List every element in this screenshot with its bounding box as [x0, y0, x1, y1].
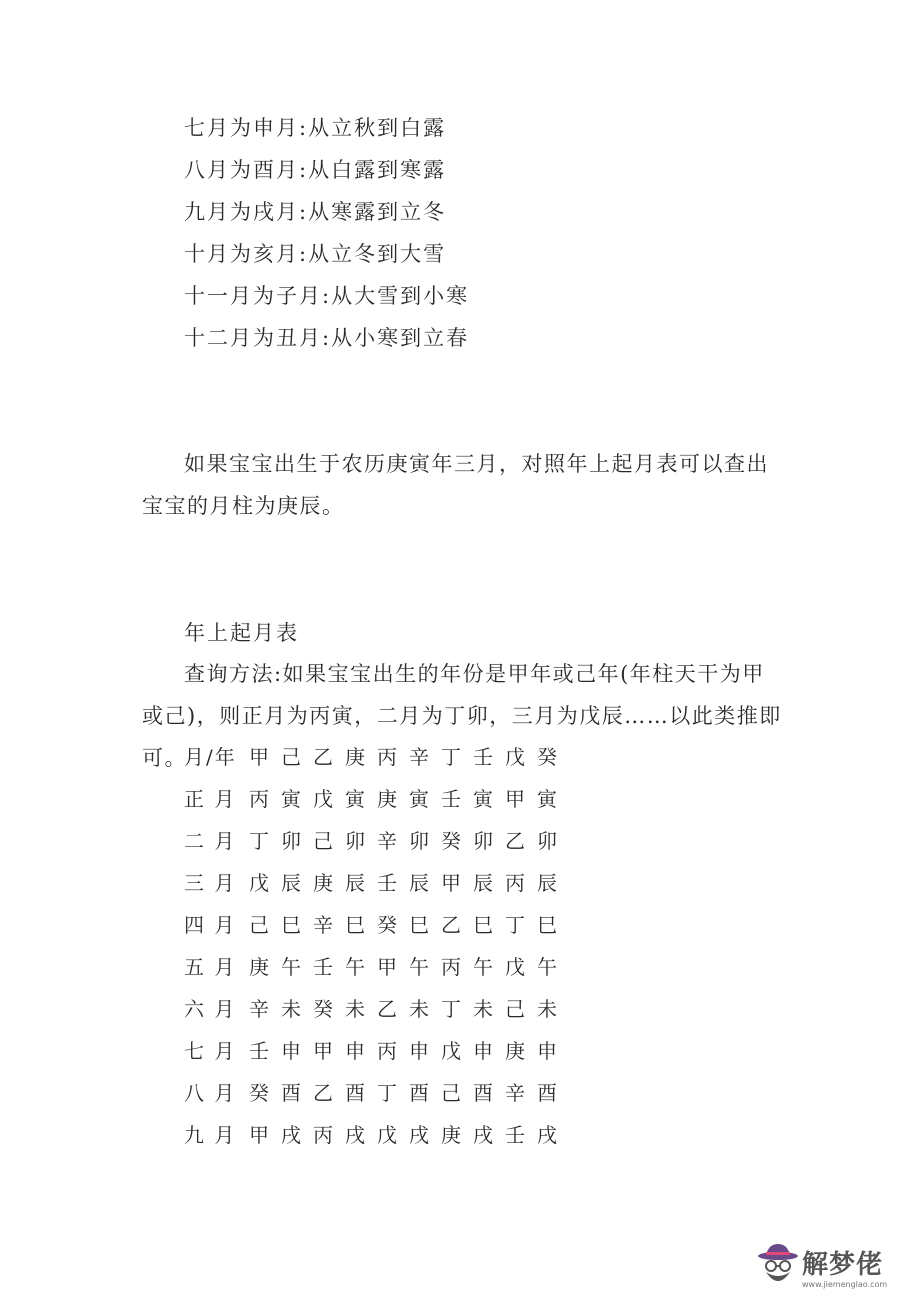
table-cell: 戊 [377, 1123, 397, 1147]
table-cell: 辰 [409, 871, 429, 895]
table-cell: 壬 [249, 1039, 269, 1063]
table-cell: 申 [281, 1039, 301, 1063]
table-cell: 庚 [441, 1123, 461, 1147]
table-cell: 庚 [313, 871, 333, 895]
table-cell: 辛 [313, 913, 333, 937]
table-cell: 申 [345, 1039, 365, 1063]
table-cell: 卯 [281, 829, 301, 853]
table-row-label: 月/年 [184, 745, 237, 769]
table-cell: 卯 [537, 829, 557, 853]
table-cell: 酉 [537, 1081, 557, 1105]
table-row-label: 六 月 [184, 997, 237, 1021]
table-cell: 戌 [473, 1123, 493, 1147]
table-cell: 戊 [441, 1039, 461, 1063]
month-line: 十二月为丑月:从小寒到立春 [184, 326, 470, 350]
table-cell: 丁 [441, 997, 461, 1021]
table-cell: 己 [441, 1081, 461, 1105]
table-cell: 寅 [537, 787, 557, 811]
table-cell: 丙 [441, 955, 461, 979]
table-cell: 戌 [281, 1123, 301, 1147]
table-cell: 乙 [377, 997, 397, 1021]
table-cell: 酉 [409, 1081, 429, 1105]
detective-logo-icon [756, 1242, 800, 1292]
table-row-label: 三 月 [184, 871, 237, 895]
table-cell: 乙 [313, 1081, 333, 1105]
table-cell: 午 [281, 955, 301, 979]
month-line: 七月为申月:从立秋到白露 [184, 116, 447, 140]
table-cell: 戊 [313, 787, 333, 811]
table-cell: 卯 [409, 829, 429, 853]
table-cell: 午 [537, 955, 557, 979]
table-cell: 戌 [345, 1123, 365, 1147]
table-cell: 巳 [281, 913, 301, 937]
month-line: 九月为戌月:从寒露到立冬 [184, 200, 447, 224]
table-cell: 未 [409, 997, 429, 1021]
table-cell: 寅 [473, 787, 493, 811]
table-cell: 申 [537, 1039, 557, 1063]
table-cell: 巳 [345, 913, 365, 937]
table-cell: 卯 [345, 829, 365, 853]
table-cell: 己 [249, 913, 269, 937]
table-cell: 乙 [313, 745, 333, 769]
table-cell: 巳 [473, 913, 493, 937]
table-cell: 卯 [473, 829, 493, 853]
method-paragraph: 查询方法:如果宝宝出生的年份是甲年或己年(年柱天干为甲或己)，则正月为丙寅，二月为丁卯，三月为戊辰……以此类推即可。 [142, 662, 782, 770]
table-cell: 癸 [377, 913, 397, 937]
table-cell: 辰 [345, 871, 365, 895]
table-cell: 午 [345, 955, 365, 979]
month-line: 八月为酉月:从白露到寒露 [184, 158, 447, 182]
table-cell: 甲 [249, 1123, 269, 1147]
table-cell: 己 [281, 745, 301, 769]
table-cell: 丁 [249, 829, 269, 853]
month-line: 十一月为子月:从大雪到小寒 [184, 284, 470, 308]
table-cell: 乙 [505, 829, 525, 853]
table-cell: 癸 [537, 745, 557, 769]
table-cell: 午 [409, 955, 429, 979]
table-cell: 丙 [505, 871, 525, 895]
table-cell: 辰 [537, 871, 557, 895]
table-row-label: 八 月 [184, 1081, 237, 1105]
table-cell: 丙 [249, 787, 269, 811]
table-cell: 寅 [409, 787, 429, 811]
table-cell: 辰 [473, 871, 493, 895]
table-cell: 申 [473, 1039, 493, 1063]
table-row-label: 九 月 [184, 1123, 237, 1147]
table-row-label: 四 月 [184, 913, 237, 937]
table-cell: 戊 [505, 955, 525, 979]
table-cell: 丁 [505, 913, 525, 937]
table-row-label: 七 月 [184, 1039, 237, 1063]
table-cell: 申 [409, 1039, 429, 1063]
table-cell: 未 [537, 997, 557, 1021]
table-cell: 甲 [441, 871, 461, 895]
table-cell: 酉 [473, 1081, 493, 1105]
table-cell: 壬 [441, 787, 461, 811]
table-cell: 未 [281, 997, 301, 1021]
table-cell: 寅 [281, 787, 301, 811]
table-cell: 庚 [377, 787, 397, 811]
table-cell: 庚 [505, 1039, 525, 1063]
table-cell: 辛 [249, 997, 269, 1021]
watermark-url: www.jiemenglao.com [802, 1280, 888, 1289]
table-row-label: 正 月 [184, 787, 237, 811]
table-cell: 癸 [313, 997, 333, 1021]
table-cell: 辛 [377, 829, 397, 853]
table-cell: 壬 [313, 955, 333, 979]
table-row-label: 五 月 [184, 955, 237, 979]
table-cell: 壬 [505, 1123, 525, 1147]
table-cell: 丙 [377, 1039, 397, 1063]
table-cell: 酉 [281, 1081, 301, 1105]
table-title: 年上起月表 [184, 621, 299, 645]
table-cell: 癸 [249, 1081, 269, 1105]
table-cell: 戌 [537, 1123, 557, 1147]
birth-paragraph: 如果宝宝出生于农历庚寅年三月，对照年上起月表可以查出宝宝的月柱为庚辰。 [142, 452, 769, 518]
watermark-brand: 解梦佬 [802, 1250, 884, 1280]
table-cell: 戊 [505, 745, 525, 769]
table-cell: 戊 [249, 871, 269, 895]
table-cell: 乙 [441, 913, 461, 937]
table-cell: 庚 [345, 745, 365, 769]
table-cell: 辛 [409, 745, 429, 769]
table-cell: 癸 [441, 829, 461, 853]
table-cell: 甲 [249, 745, 269, 769]
table-cell: 甲 [377, 955, 397, 979]
table-cell: 己 [313, 829, 333, 853]
table-cell: 丙 [313, 1123, 333, 1147]
table-cell: 丁 [441, 745, 461, 769]
month-line: 十月为亥月:从立冬到大雪 [184, 242, 447, 266]
table-cell: 未 [345, 997, 365, 1021]
table-cell: 壬 [473, 745, 493, 769]
table-cell: 戌 [409, 1123, 429, 1147]
table-cell: 庚 [249, 955, 269, 979]
table-cell: 辰 [281, 871, 301, 895]
table-cell: 寅 [345, 787, 365, 811]
table-cell: 丁 [377, 1081, 397, 1105]
table-cell: 己 [505, 997, 525, 1021]
table-cell: 巳 [409, 913, 429, 937]
table-cell: 酉 [345, 1081, 365, 1105]
table-cell: 丙 [377, 745, 397, 769]
table-cell: 巳 [537, 913, 557, 937]
table-cell: 午 [473, 955, 493, 979]
table-cell: 未 [473, 997, 493, 1021]
table-cell: 辛 [505, 1081, 525, 1105]
table-cell: 壬 [377, 871, 397, 895]
table-cell: 甲 [313, 1039, 333, 1063]
table-cell: 甲 [505, 787, 525, 811]
watermark [756, 1240, 906, 1296]
table-row-label: 二 月 [184, 829, 237, 853]
